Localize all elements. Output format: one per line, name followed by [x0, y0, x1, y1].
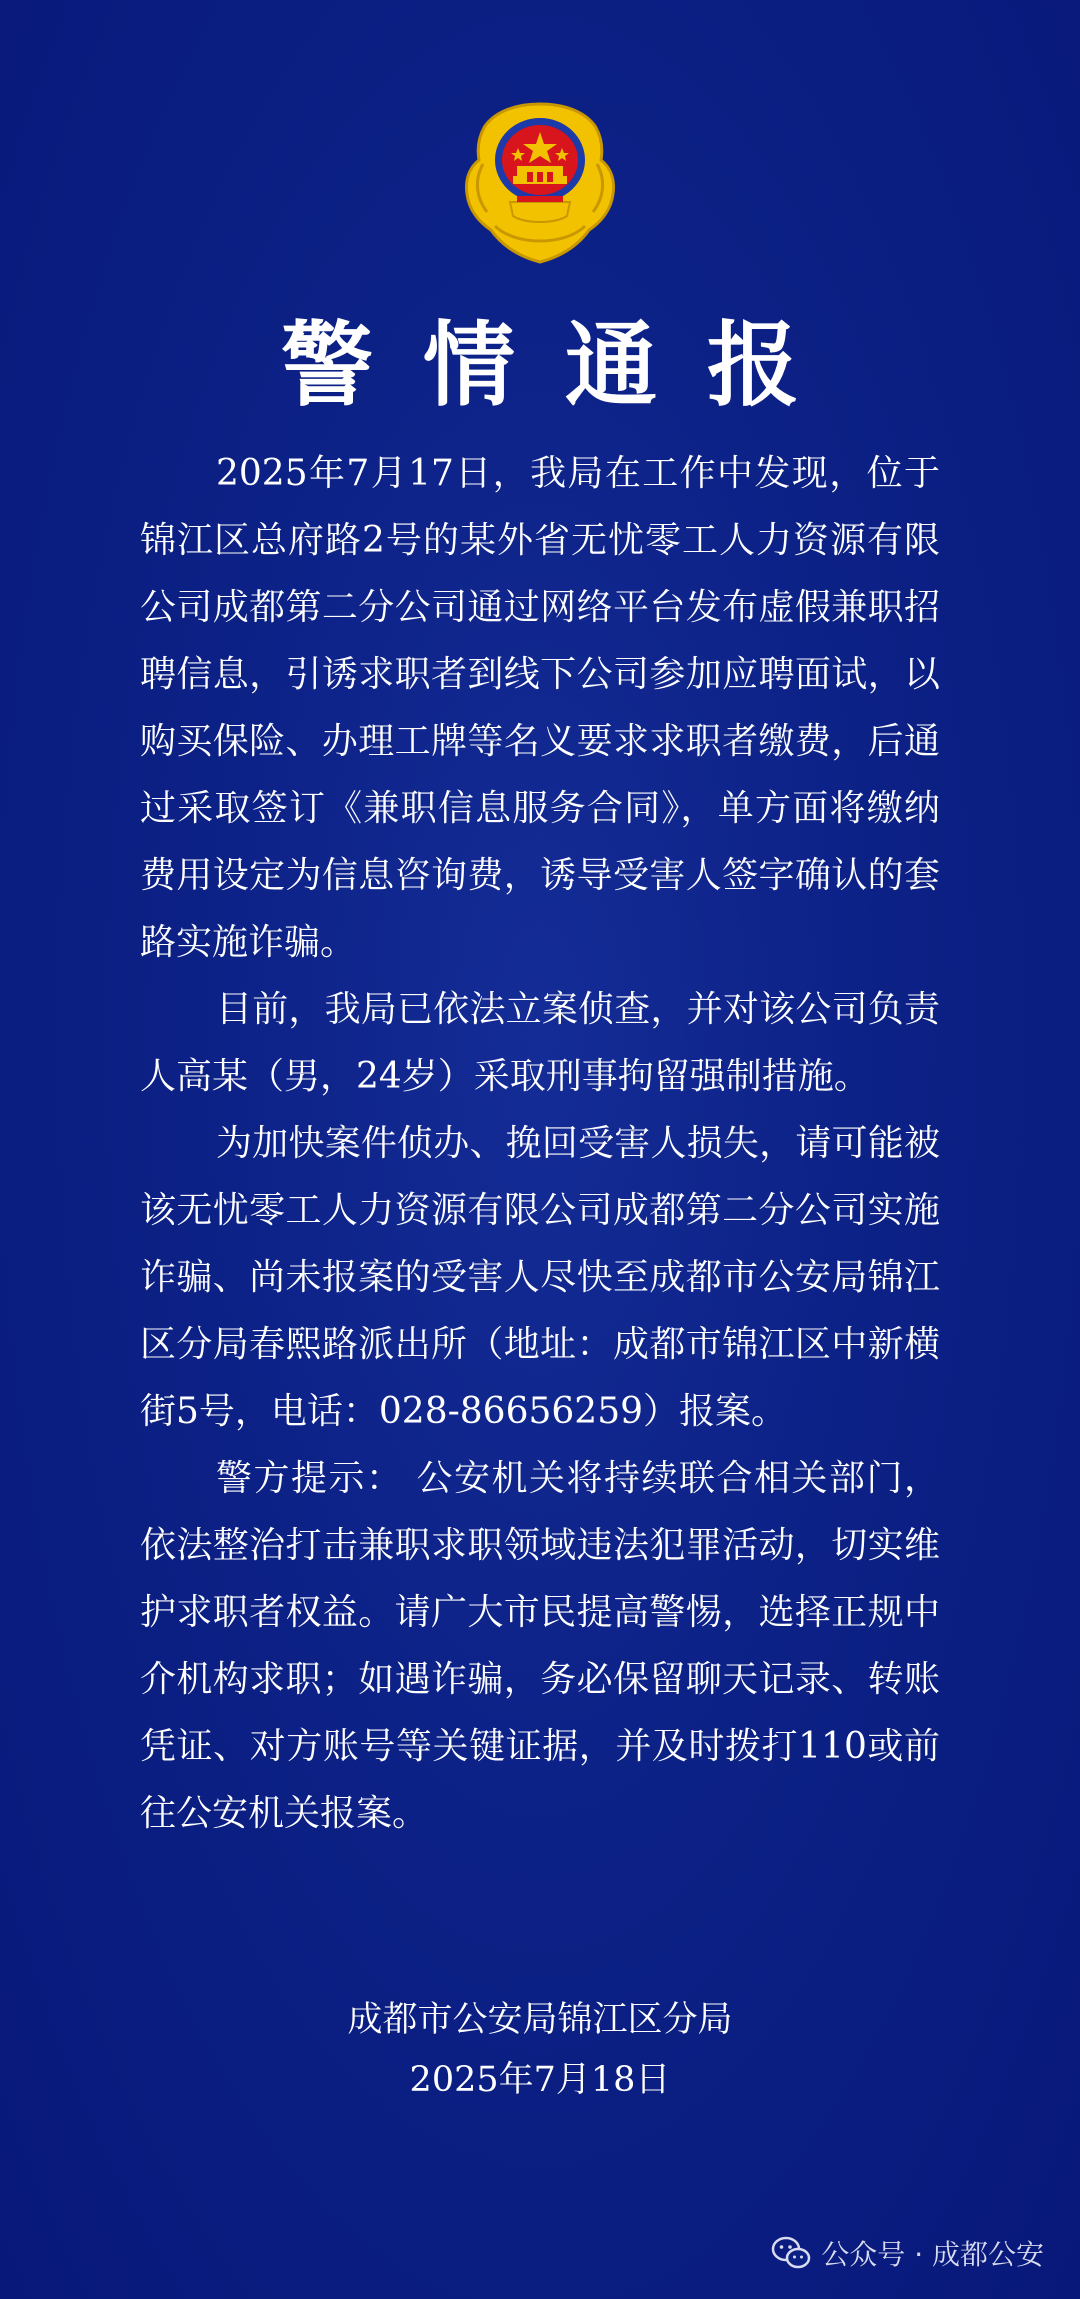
- police-emblem-icon: [455, 98, 625, 268]
- paragraph-investigation: 目前，我局已依法立案侦查，并对该公司负责人高某（男，24岁）采取刑事拘留强制措施。: [140, 989, 940, 1097]
- paragraph-appeal: 为加快案件侦办、挽回受害人损失，请可能被该无忧零工人力资源有限公司成都第二分公司实施诈骗、尚未报案的受害人尽快至成都市公安局锦江区分局春熙路派出所（地址：成都市锦江区中新横街5号，电话：028-86656259）报案。: [140, 1123, 940, 1432]
- page-title: 警情通报: [280, 311, 849, 419]
- source-watermark: [771, 2233, 1044, 2273]
- paragraph-incident: 2025年7月17日，我局在工作中发现，位于锦江区总府路2号的某外省无忧零工人力资源有限公司成都第二分公司通过网络平台发布虚假兼职招聘信息，引诱求职者到线下公司参加应聘面试，以购买保险、办理工牌等名义要求求职者缴费，后通过采取签订《兼职信息服务合同》，单方面将缴纳费用设定为信息咨询费，诱导受害人签字确认的套路实施诈骗。: [140, 453, 940, 963]
- watermark-text: 公众号 · 成都公安: [821, 2238, 1044, 2271]
- issue-date: 2025年7月18日: [409, 2060, 671, 2100]
- issuer-name: 成都市公安局锦江区分局: [347, 2000, 733, 2040]
- notice-body: [140, 440, 940, 1847]
- signature-block: [0, 1990, 1080, 2110]
- paragraph-police-tips: 警方提示： 公安机关将持续联合相关部门，依法整治打击兼职求职领域违法犯罪活动，切实维护求职者权益。请广大市民提高警惕，选择正规中介机构求职；如遇诈骗，务必保留聊天记录、转账凭证、对方账号等关键证据，并及时拨打110或前往公安机关报案。: [140, 1458, 940, 1834]
- wechat-icon: [771, 2236, 811, 2270]
